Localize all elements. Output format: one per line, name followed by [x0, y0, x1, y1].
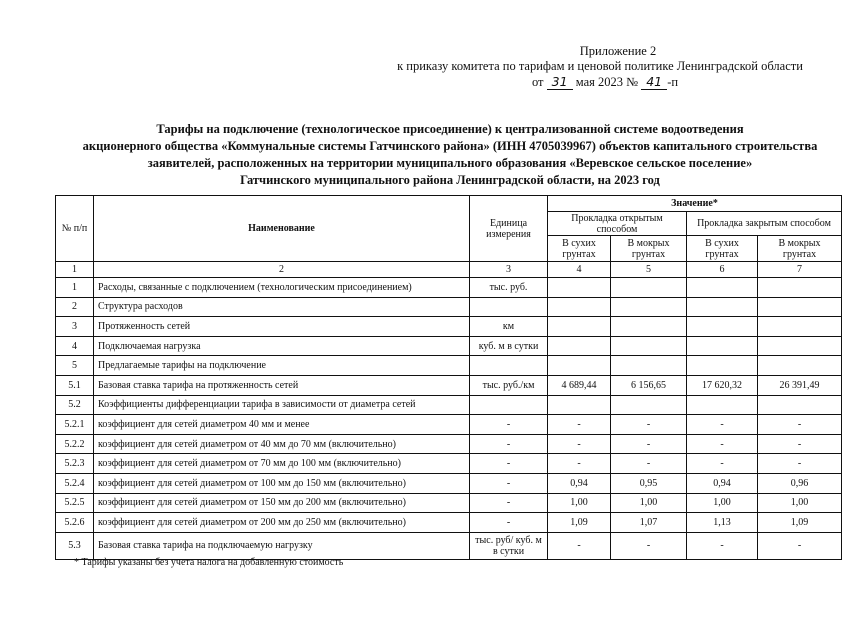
row-value — [611, 356, 687, 376]
row-value: 0,96 — [758, 473, 842, 493]
row-name: Подключаемая нагрузка — [94, 336, 470, 356]
row-value — [548, 317, 611, 337]
col-number-7: 7 — [758, 262, 842, 278]
row-name: коэффициент для сетей диаметром от 150 мм до 200 мм (включительно) — [94, 493, 470, 513]
table-row — [56, 493, 842, 513]
date-month-year: мая 2023 № — [575, 75, 639, 89]
row-unit: - — [470, 454, 548, 474]
row-number: 5.2.1 — [56, 415, 94, 435]
table-row — [56, 336, 842, 356]
row-value — [758, 395, 842, 415]
table-row — [56, 317, 842, 337]
header-open-dry: В сухих грунтах — [548, 236, 611, 262]
table-row — [56, 532, 842, 559]
row-number: 5.2.5 — [56, 493, 94, 513]
row-number: 5.2 — [56, 395, 94, 415]
row-value: - — [548, 415, 611, 435]
row-unit: тыс. руб./км — [470, 375, 548, 395]
row-value — [548, 278, 611, 298]
row-number: 5.2.3 — [56, 454, 94, 474]
row-value: 0,94 — [687, 473, 758, 493]
row-value — [548, 395, 611, 415]
row-value: - — [611, 434, 687, 454]
row-value: - — [687, 415, 758, 435]
header-closed-method: Прокладка закрытым способом — [687, 212, 842, 236]
row-name: коэффициент для сетей диаметром 40 мм и менее — [94, 415, 470, 435]
row-value — [548, 297, 611, 317]
table-row — [56, 278, 842, 298]
annex-order-reference: к приказу комитета по тарифам и ценовой политике Ленинградской области — [397, 59, 803, 73]
table-row — [56, 395, 842, 415]
row-number: 5.1 — [56, 375, 94, 395]
row-value — [687, 336, 758, 356]
annex-label: Приложение 2 — [579, 44, 657, 58]
row-value: 0,95 — [611, 473, 687, 493]
title-line-1: Тарифы на подключение (технологическое присоединение) к централизованной системе водоотведения — [156, 122, 744, 136]
row-value: 1,00 — [758, 493, 842, 513]
row-value: 1,00 — [611, 493, 687, 513]
col-number-6: 6 — [687, 262, 758, 278]
header-value: Значение* — [548, 196, 842, 212]
table-row — [56, 513, 842, 533]
col-number-4: 4 — [548, 262, 611, 278]
row-name: Предлагаемые тарифы на подключение — [94, 356, 470, 376]
row-value: - — [687, 434, 758, 454]
date-day: 31 — [547, 74, 573, 90]
row-number: 5.2.2 — [56, 434, 94, 454]
row-value: 1,00 — [687, 493, 758, 513]
row-value: 26 391,49 — [758, 375, 842, 395]
row-value — [548, 336, 611, 356]
row-value: - — [687, 532, 758, 559]
row-unit: куб. м в сутки — [470, 336, 548, 356]
row-value — [758, 336, 842, 356]
row-value — [611, 278, 687, 298]
row-value — [758, 278, 842, 298]
row-value — [611, 297, 687, 317]
header-unit: Единица измерения — [470, 196, 548, 262]
row-name: Расходы, связанные с подключением (технологическим присоединением) — [94, 278, 470, 298]
row-unit: - — [470, 473, 548, 493]
header-closed-dry: В сухих грунтах — [687, 236, 758, 262]
row-value: - — [611, 532, 687, 559]
col-number-3: 3 — [470, 262, 548, 278]
col-number-2: 2 — [94, 262, 470, 278]
row-value: 1,13 — [687, 513, 758, 533]
row-value: - — [758, 532, 842, 559]
row-name: Коэффициенты дифференциации тарифа в зависимости от диаметра сетей — [94, 395, 470, 415]
row-number: 2 — [56, 297, 94, 317]
title-line-2: акционерного общества «Коммунальные системы Гатчинского района» (ИНН 4705039967) объектов капитального строительства — [82, 139, 818, 153]
title-line-3: заявителей, расположенных на территории муниципального образования «Веревское сельское поселение» — [147, 156, 753, 170]
row-unit — [470, 356, 548, 376]
row-unit — [470, 297, 548, 317]
row-unit: тыс. руб/ куб. м в сутки — [470, 532, 548, 559]
row-value: 17 620,32 — [687, 375, 758, 395]
table-row — [56, 454, 842, 474]
row-value — [758, 297, 842, 317]
row-name: коэффициент для сетей диаметром от 200 мм до 250 мм (включительно) — [94, 513, 470, 533]
row-value: 0,94 — [548, 473, 611, 493]
row-value: - — [611, 415, 687, 435]
row-name: Базовая ставка тарифа на подключаемую нагрузку — [94, 532, 470, 559]
row-value: - — [611, 454, 687, 474]
row-value: - — [548, 454, 611, 474]
table-body — [56, 278, 842, 560]
row-value: - — [548, 434, 611, 454]
row-number: 5 — [56, 356, 94, 376]
header-name: Наименование — [94, 196, 470, 262]
date-prefix: от — [531, 75, 544, 89]
row-value: 6 156,65 — [611, 375, 687, 395]
row-number: 5.3 — [56, 532, 94, 559]
row-name: Базовая ставка тарифа на протяженность сетей — [94, 375, 470, 395]
row-value: 1,09 — [758, 513, 842, 533]
row-number: 4 — [56, 336, 94, 356]
row-value: 1,00 — [548, 493, 611, 513]
row-unit: тыс. руб. — [470, 278, 548, 298]
col-number-5: 5 — [611, 262, 687, 278]
row-value: - — [548, 532, 611, 559]
row-value: - — [758, 434, 842, 454]
row-value — [548, 356, 611, 376]
row-value — [687, 395, 758, 415]
annex-order-date — [380, 74, 820, 90]
row-name: коэффициент для сетей диаметром от 40 мм до 70 мм (включительно) — [94, 434, 470, 454]
row-unit: - — [470, 434, 548, 454]
row-name: Протяженность сетей — [94, 317, 470, 337]
tariff-table-wrapper — [55, 195, 841, 560]
row-value — [758, 317, 842, 337]
order-suffix: -п — [667, 75, 679, 89]
row-unit: - — [470, 493, 548, 513]
row-unit: - — [470, 415, 548, 435]
header-open-wet: В мокрых грунтах — [611, 236, 687, 262]
row-value — [687, 297, 758, 317]
row-name: Структура расходов — [94, 297, 470, 317]
row-name: коэффициент для сетей диаметром от 100 мм до 150 мм (включительно) — [94, 473, 470, 493]
row-value: - — [758, 415, 842, 435]
row-value: 1,07 — [611, 513, 687, 533]
header-num: № п/п — [56, 196, 94, 262]
row-value: 4 689,44 — [548, 375, 611, 395]
title-line-4: Гатчинского муниципального района Ленинградской области, на 2023 год — [240, 173, 660, 187]
row-value — [758, 356, 842, 376]
table-row — [56, 297, 842, 317]
row-unit: - — [470, 513, 548, 533]
row-value — [611, 395, 687, 415]
row-value: 1,09 — [548, 513, 611, 533]
row-number: 1 — [56, 278, 94, 298]
table-row — [56, 473, 842, 493]
row-unit — [470, 395, 548, 415]
document-title — [60, 121, 840, 189]
table-row — [56, 415, 842, 435]
annex-header — [380, 44, 820, 90]
row-unit: км — [470, 317, 548, 337]
row-value — [687, 278, 758, 298]
row-value — [687, 356, 758, 376]
tariff-table — [55, 195, 842, 560]
row-number: 5.2.4 — [56, 473, 94, 493]
row-number: 5.2.6 — [56, 513, 94, 533]
col-number-1: 1 — [56, 262, 94, 278]
header-closed-wet: В мокрых грунтах — [758, 236, 842, 262]
row-value — [611, 317, 687, 337]
row-value: - — [687, 454, 758, 474]
row-name: коэффициент для сетей диаметром от 70 мм до 100 мм (включительно) — [94, 454, 470, 474]
order-number: 41 — [641, 74, 667, 90]
footnote: * Тарифы указаны без учета налога на добавленную стоимость — [74, 557, 344, 568]
header-open-method: Прокладка открытым способом — [548, 212, 687, 236]
row-number: 3 — [56, 317, 94, 337]
table-row — [56, 434, 842, 454]
table-row — [56, 356, 842, 376]
row-value — [611, 336, 687, 356]
table-row — [56, 375, 842, 395]
row-value — [687, 317, 758, 337]
row-value: - — [758, 454, 842, 474]
